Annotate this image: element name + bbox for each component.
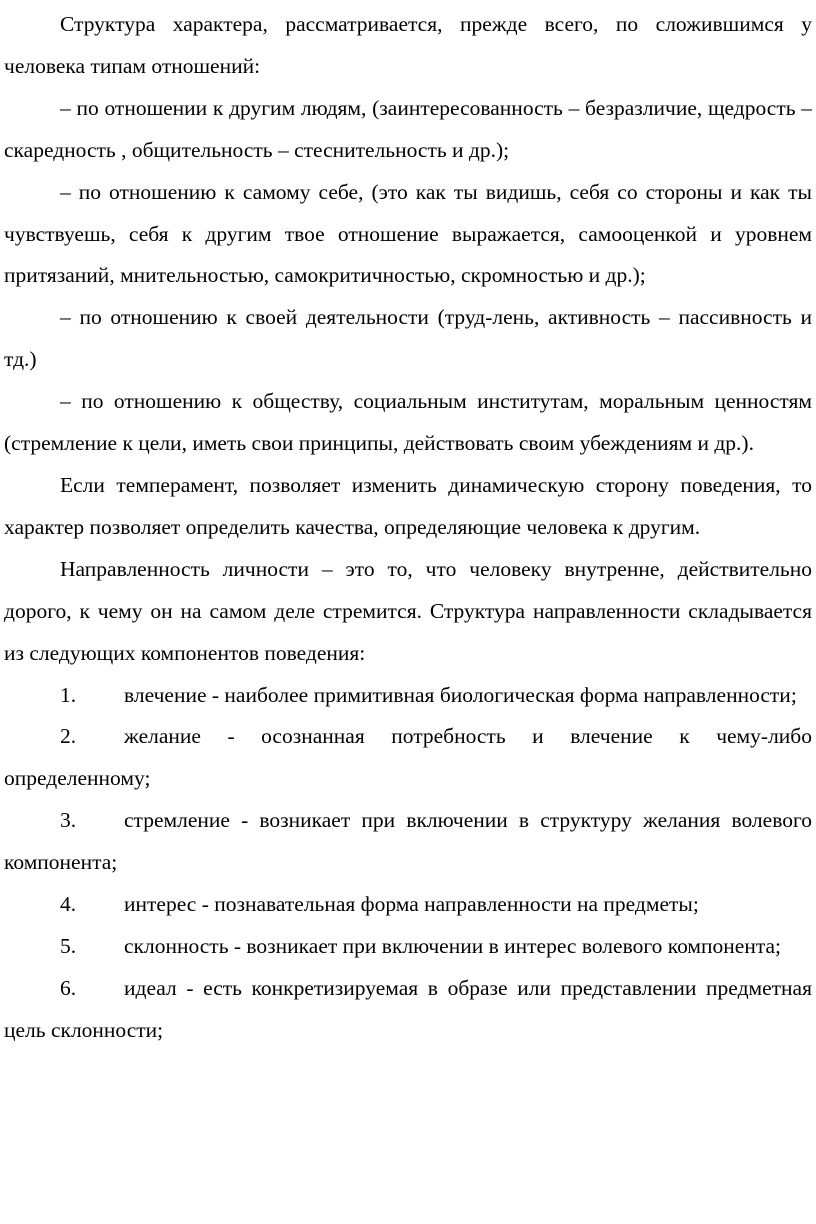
paragraph-relation-self: – по отношению к самому себе, (это как ты видишь, себя со стороны и как ты чувствуешь, себя к другим твое отношение выражается, самооценкой и уровнем притязаний, мнительностью, самокритичностью, скромностью и др.); bbox=[4, 179, 812, 288]
list-text: влечение - наиболее примитивная биологическая форма направленности; bbox=[124, 682, 797, 707]
list-number: 1. bbox=[60, 682, 77, 707]
list-number: 5. bbox=[60, 933, 77, 958]
list-item bbox=[4, 800, 812, 884]
list-item bbox=[4, 968, 812, 1052]
list-text: идеал - есть конкретизируемая в образе или представлении предметная цель склонности; bbox=[4, 975, 812, 1042]
list-number: 4. bbox=[60, 892, 77, 917]
list-text: желание - осознанная потребность и влечение к чему-либо определенному; bbox=[4, 724, 812, 791]
paragraph-intro: Структура характера, рассматривается, прежде всего, по сложившимся у человека типам отношений: bbox=[4, 12, 812, 78]
paragraph-relation-society: – по отношению к обществу, социальным институтам, моральным ценностям (стремление к цели, иметь свои принципы, действовать своим убеждениям и др.). bbox=[4, 389, 812, 456]
list-text: склонность - возникает при включении в интерес волевого компонента; bbox=[124, 933, 782, 958]
list-number: 2. bbox=[60, 724, 77, 749]
list-item bbox=[4, 716, 812, 800]
paragraph-relation-others: – по отношении к другим людям, (заинтересованность – безразличие, щедрость – скаредность , общительность – стеснительность и др.); bbox=[4, 95, 812, 162]
paragraph-relation-activity: – по отношению к своей деятельности (труд-лень, активность – пассивность и тд.) bbox=[4, 305, 812, 372]
list-item bbox=[4, 926, 812, 968]
list-item bbox=[4, 884, 812, 926]
list-item bbox=[4, 675, 812, 717]
list-text: стремление - возникает при включении в структуру желания волевого компонента; bbox=[4, 808, 812, 875]
list-number: 3. bbox=[60, 808, 77, 833]
list-text: интерес - познавательная форма направленности на предметы; bbox=[124, 892, 699, 917]
paragraph-orientation: Направленность личности – это то, что человеку внутренне, действительно дорого, к чему он на самом деле стремится. Структура направленности складывается из следующих компонентов поведения: bbox=[4, 556, 812, 665]
document-page bbox=[4, 4, 812, 1052]
paragraph-temperament: Если темперамент, позволяет изменить динамическую сторону поведения, то характер позволяет определить качества, определяющие человека к другим. bbox=[4, 472, 812, 539]
list-number: 6. bbox=[60, 975, 77, 1000]
